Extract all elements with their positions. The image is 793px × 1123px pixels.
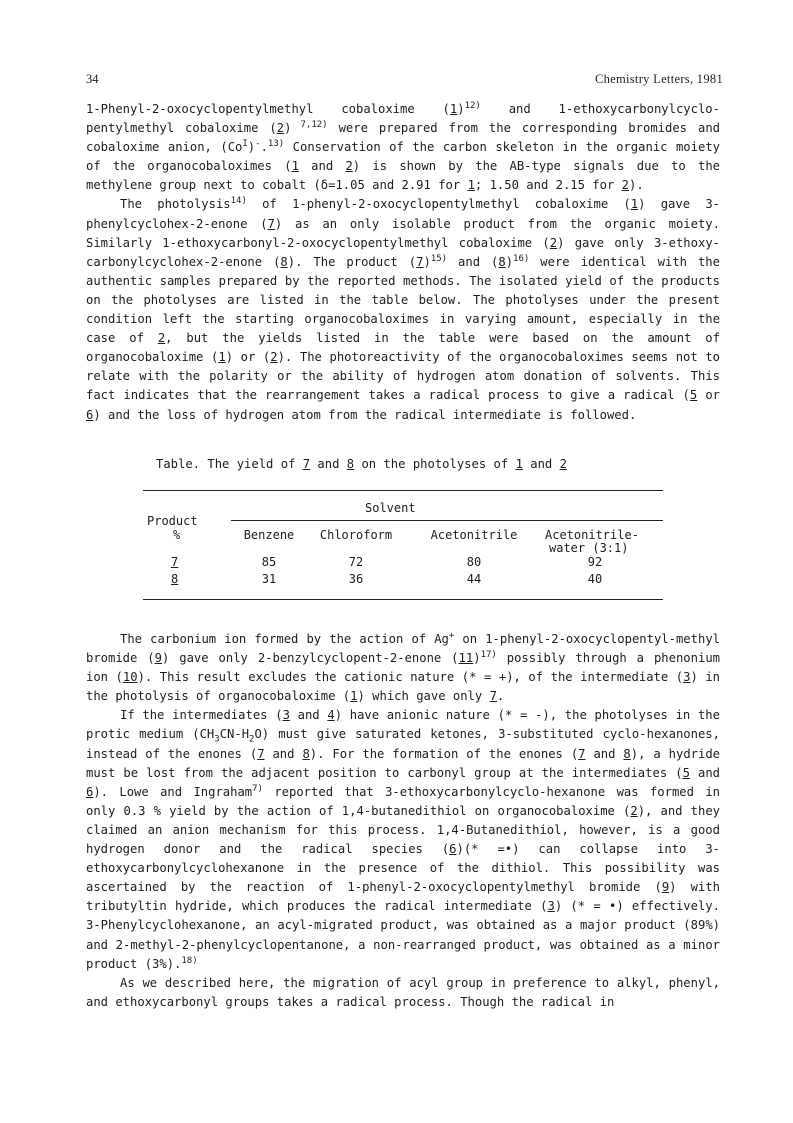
body-text-top [86, 100, 720, 425]
col-acetonitrile-water: Acetonitrile- [545, 528, 639, 542]
table-top-rule [143, 490, 663, 491]
cell-7-acetonitrile-water: 92 [587, 555, 603, 569]
col-chloroform: Chloroform [319, 528, 393, 542]
yield-table [143, 490, 663, 600]
unit-header: % [173, 528, 181, 542]
solvent-header: Solvent [365, 501, 416, 515]
paragraph-carbonium: The carbonium ion formed by the action of Ag+ on 1-phenyl-2-oxocyclopentyl-methyl bromide (9) gave only 2-benzylcyclopent-2-enone $(11)^{17)}$ possibly through a phenonium ion (10). This result excludes the cationic nature (* = +), of the intermediate (3) in the photolysis of organocobaloxime (1) which gave only 7. [86, 630, 720, 704]
journal-header: Chemistry Letters, 1981 [594, 72, 723, 86]
col-benzene: Benzene [243, 528, 295, 542]
row-product-7: 7 [171, 555, 179, 569]
cell-7-benzene: 85 [261, 555, 277, 569]
paragraph-conclusion: As we described here, the migration of acyl group in preference to alkyl, phenyl, and ethoxycarbonyl groups takes a radical process. Though the radical in [86, 975, 720, 1009]
table-caption [156, 457, 567, 471]
row-product-8: 8 [171, 572, 179, 586]
paragraph-photolysis: The photolysis$^{14)}$ of 1-phenyl-2-oxocyclopentylmethyl cobaloxime (1) gave 3-phenylcyclohex-2-enone (7) as an only isolable product from the organic moiety. Similarly 1-ethoxycarbonyl-2-oxocyclopentylmethyl cobaloxime (2) gave only 3-ethoxy-carbonylcyclohex-2-enone (8). The product $(7)^{15)}$ and $(8)^{16)}$ were identical with the authentic samples prepared by the reported methods. The isolated yield of the products on the photolyses are listed in the table below. The photolyses under the present condition left the starting organocobaloximes in varying amount, especially in the case of 2, but the yields listed in the table were based on the amount of organocobaloxime (1) or (2). The photoreactivity of the organocobaloximes seems not to relate with the polarity or the ability of hydrogen atom donation of solvents. This fact indicates that the rearrangement takes a radical process to give a radical (5 or 6) and the loss of hydrogen atom from the radical intermediate is followed. [86, 196, 720, 422]
product-header: Product [147, 514, 198, 528]
col-acetonitrile: Acetonitrile [430, 528, 518, 542]
cell-8-chloroform: 36 [348, 572, 364, 586]
table-mid-rule [231, 520, 663, 521]
paragraph-intermediates: If the intermediates (3 and 4) have anionic nature (* = -), the photolyses in the protic medium $(CH_3CN-H_2O)$ must give saturated ketones, 3-substituted cyclo-hexanones, instead of the enones (7 and 8). For the formation of the enones (7 and 8), a hydride must be lost from the adjacent position to carbonyl group at the intermediates (5 and 6). Lowe and Ingraham$^{7)}$ reported that 3-ethoxycarbonylcyclo-hexanone was formed in only 0.3 % yield by the action of 1,4-butanedithiol on organocobaloxime (2), and they claimed an anion mechanism for this process. 1,4-Butanedithiol, however, is a good hydrogen donor and the radical species (6)(* =•) can collapse into 3-ethoxycarbonylcyclohexanone in the presence of the dithiol. This possibility was ascertained by the reaction of 1-phenyl-2-oxocyclopentylmethyl bromide (9) with tributyltin hydride, which produces the radical intermediate (3) (* = •) effectively. 3-Phenylcyclohexanone, an acyl-migrated product, was obtained as a major product (89%) and 2-methyl-2-phenylcyclopentanone, a non-rearranged product, was obtained as a minor product (3%).$^{18)}$ [86, 708, 721, 971]
cell-8-acetonitrile: 44 [466, 572, 482, 586]
cell-8-acetonitrile-water: 40 [587, 572, 603, 586]
table-caption-text: Table. The yield of 7 and 8 on the photolyses of 1 and 2 [156, 457, 567, 471]
cell-8-benzene: 31 [261, 572, 277, 586]
body-text-bottom [86, 630, 720, 1012]
cell-7-acetonitrile: 80 [466, 555, 482, 569]
page-number: 34 [86, 72, 99, 86]
paragraph-preparation: 1-Phenyl-2-oxocyclopentylmethyl cobaloxime $(1)^{12)}$ and 1-ethoxycarbonylcyclo-pentylmethyl cobaloxime (2) $^{7,12)}$ were prepared from the corresponding bromides and cobaloxime anion, $(Co^I)^-.^{13)}$ Conservation of the carbon skeleton in the organic moiety of the organocobaloximes (1 and 2) is shown by the AB-type signals due to the methylene group next to cobalt (δ=1.05 and 2.91 for 1; 1.50 and 2.15 for 2). [86, 100, 721, 193]
table-bottom-rule [143, 599, 663, 600]
col-acetonitrile-water-2: water (3:1) [549, 541, 629, 555]
cell-7-chloroform: 72 [348, 555, 364, 569]
